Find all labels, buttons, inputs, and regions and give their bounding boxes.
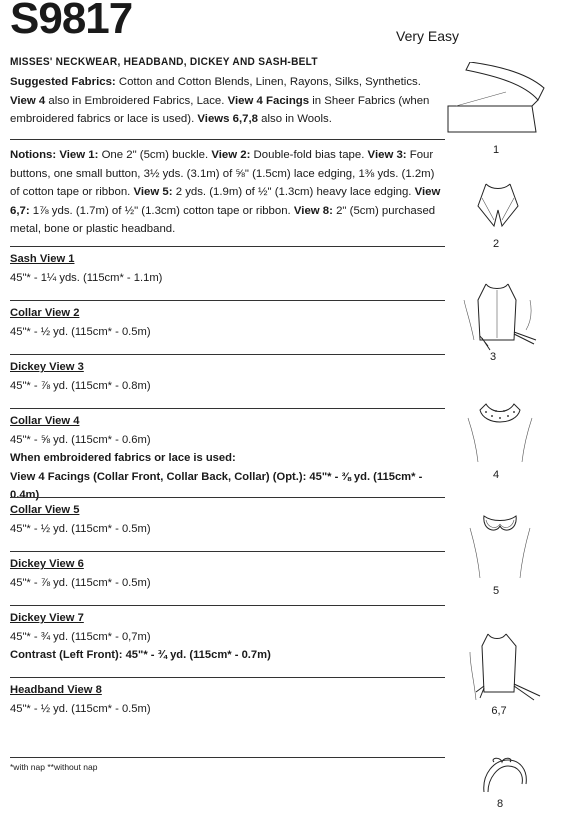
yardage-block: [10, 250, 446, 287]
pattern-number: S9817: [10, 0, 133, 43]
fabrics-text: also in Wools.: [258, 113, 332, 125]
notions-text: Double-fold bias tape.: [250, 149, 368, 161]
notions-bold: View 2:: [211, 149, 251, 161]
divider: [10, 757, 445, 758]
divider: [10, 300, 445, 301]
difficulty-label: Very Easy: [396, 28, 460, 44]
notions-text: Four buttons, one small button, 3½ yds. (3.1m) of ⅝" (1.5cm) lace edging, 1⅜ yds. (1.2m) of cotton tape or ribbon.: [10, 149, 435, 198]
fabrics-text: Cotton and Cotton Blends, Linen, Rayons, Silks, Synthetics.: [115, 76, 421, 88]
yardage-heading: Headband View 8: [10, 684, 102, 696]
notions-bold: View 8:: [293, 204, 333, 217]
notions-bold: View 1:: [56, 149, 99, 161]
divider: [10, 246, 445, 247]
divider: [10, 551, 445, 552]
view-5-collar-illustration: [462, 506, 538, 582]
yardage-line: 45"* - ½ yd. (115cm* - 0.5m): [10, 325, 151, 338]
pattern-title: MISSES' NECKWEAR, HEADBAND, DICKEY AND SASH-BELT: [10, 56, 318, 68]
yardage-line: 45"* - 1¼ yds. (115cm* - 1.1m): [10, 271, 163, 284]
notions-bold: View 5:: [133, 186, 173, 198]
yardage-heading: Collar View 4: [10, 415, 80, 427]
yardage-heading: Dickey View 3: [10, 361, 84, 373]
view-label: 6,7: [491, 705, 507, 717]
view-label: 4: [492, 469, 500, 481]
divider: [10, 497, 445, 498]
divider: [10, 354, 445, 355]
yardage-note: Contrast (Left Front): 45"* - ¾ yd. (115cm* - 0.7m): [10, 649, 271, 661]
notions-bold: View 6,7:: [10, 186, 441, 217]
notions-text: One 2" (5cm) buckle.: [98, 149, 212, 161]
view-3-dickey-illustration: [460, 280, 540, 352]
yardage-block: [10, 555, 446, 592]
view-8-headband-illustration: [474, 754, 534, 798]
view-label: 3: [489, 351, 497, 363]
divider: [10, 677, 445, 678]
fabrics-bold: Views 6,7,8: [197, 113, 258, 125]
suggested-fabrics: [10, 73, 446, 129]
divider: [10, 408, 445, 409]
yardage-block: [10, 501, 446, 538]
view-label: 8: [496, 798, 504, 810]
view-6-7-dickey-illustration: [462, 626, 544, 706]
yardage-block: [10, 412, 446, 505]
yardage-note: View 4 Facings (Collar Front, Collar Back, Collar) (Opt.): 45"* - ⅜ yd. (115cm* - 0.4m): [10, 470, 423, 501]
yardage-note: When embroidered fabrics or lace is used:: [10, 452, 236, 464]
yardage-line: 45"* - ⅞ yd. (115cm* - 0.8m): [10, 379, 151, 392]
yardage-block: [10, 304, 446, 341]
yardage-line: 45"* - ½ yd. (115cm* - 0.5m): [10, 522, 151, 535]
notions-label: Notions:: [10, 149, 57, 161]
fabrics-bold: View 4: [10, 94, 46, 107]
notions-bold: View 3:: [367, 149, 407, 161]
yardage-block: [10, 358, 446, 395]
notions: [10, 146, 446, 239]
divider: [10, 139, 445, 140]
fabrics-bold: View 4 Facings: [227, 94, 310, 107]
yardage-block: [10, 609, 446, 665]
yardage-line: 45"* - ¾ yd. (115cm* - 0,7m): [10, 630, 151, 643]
notions-text: 2 yds. (1.9m) of ½" (1.3cm) heavy lace edging.: [172, 186, 415, 198]
fabrics-text: also in Embroidered Fabrics, Lace.: [45, 94, 228, 107]
fabrics-label: Suggested Fabrics:: [10, 76, 116, 88]
yardage-line: 45"* - ⅝ yd. (115cm* - 0.6m): [10, 433, 151, 446]
yardage-heading: Sash View 1: [10, 253, 75, 265]
fabrics-text: in Sheer Fabrics (when embroidered fabrics or lace is used).: [10, 94, 430, 125]
divider: [10, 605, 445, 606]
yardage-line: 45"* - ½ yd. (115cm* - 0.5m): [10, 702, 151, 715]
view-label: 5: [492, 585, 500, 597]
footnote: *with nap **without nap: [10, 762, 98, 772]
yardage-heading: Dickey View 6: [10, 558, 84, 570]
yardage-line: 45"* - ⅞ yd. (115cm* - 0.5m): [10, 576, 151, 589]
notions-text: 2" (5cm) purchased metal, bone or plastic headband.: [10, 204, 436, 235]
view-2-collar-illustration: [468, 176, 528, 236]
view-1-sash-illustration: [446, 62, 546, 142]
view-label: 2: [492, 238, 500, 250]
yardage-block: [10, 681, 446, 718]
view-4-collar-illustration: [462, 398, 538, 466]
yardage-heading: Dickey View 7: [10, 612, 84, 624]
yardage-heading: Collar View 2: [10, 307, 80, 319]
notions-text: 1⅞ yds. (1.7m) of ½" (1.3cm) cotton tape or ribbon.: [29, 204, 294, 217]
yardage-heading: Collar View 5: [10, 504, 80, 516]
view-label: 1: [492, 144, 500, 156]
